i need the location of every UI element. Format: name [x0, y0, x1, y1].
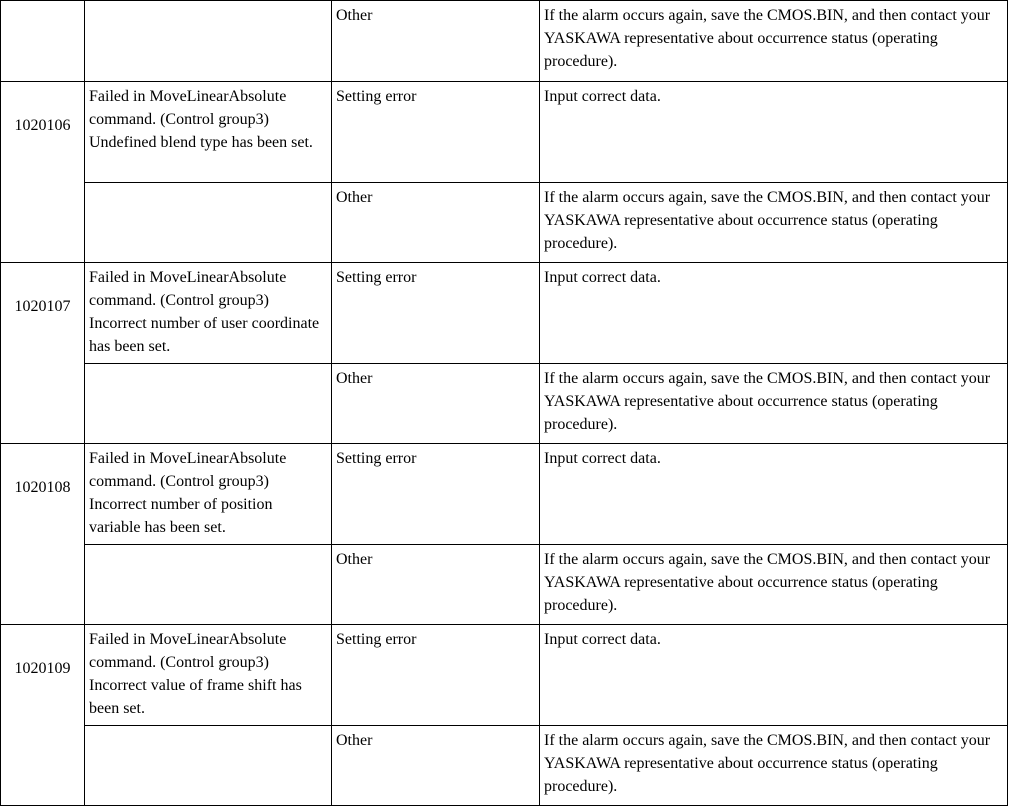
- cause-cell: [332, 364, 540, 444]
- remedy-cell: [540, 444, 1008, 545]
- alarm-code: 1020109: [14, 660, 71, 677]
- remedy-cell: [540, 545, 1008, 625]
- cause-cell: [332, 1, 540, 82]
- cause-text: Other: [336, 189, 373, 206]
- code-cell: [1, 1, 85, 82]
- cause-cell: [332, 82, 540, 183]
- description-cell: [85, 1, 332, 82]
- code-cell: [1, 263, 85, 444]
- cause-text: Other: [336, 732, 373, 749]
- table-row: [1, 625, 1008, 726]
- cause-text: Other: [336, 370, 373, 387]
- table-row: [1, 545, 1008, 625]
- alarm-description: Failed in MoveLinearAbsolute command. (Control group3) Undefined blend type has been set.: [89, 88, 313, 151]
- cause-text: Setting error: [336, 631, 417, 648]
- code-cell: [1, 82, 85, 263]
- remedy-text: Input correct data.: [544, 88, 661, 105]
- description-cell: [85, 625, 332, 726]
- table-row: [1, 726, 1008, 806]
- description-cell: [85, 82, 332, 183]
- remedy-text: Input correct data.: [544, 631, 661, 648]
- description-cell: [85, 183, 332, 263]
- cause-text: Setting error: [336, 269, 417, 286]
- remedy-cell: [540, 625, 1008, 726]
- remedy-text: If the alarm occurs again, save the CMOS.BIN, and then contact your YASKAWA representative about occurrence status (operating procedure).: [544, 551, 991, 614]
- remedy-text: If the alarm occurs again, save the CMOS.BIN, and then contact your YASKAWA representative about occurrence status (operating procedure).: [544, 370, 991, 433]
- remedy-text: Input correct data.: [544, 450, 661, 467]
- remedy-text: Input correct data.: [544, 269, 661, 286]
- alarm-description: Failed in MoveLinearAbsolute command. (Control group3) Incorrect number of user coordinate has been set.: [89, 269, 320, 355]
- description-cell: [85, 545, 332, 625]
- remedy-cell: [540, 183, 1008, 263]
- cause-cell: [332, 726, 540, 806]
- code-cell: [1, 444, 85, 625]
- cause-text: Other: [336, 7, 373, 24]
- remedy-text: If the alarm occurs again, save the CMOS.BIN, and then contact your YASKAWA representative about occurrence status (operating procedure).: [544, 7, 991, 70]
- code-cell: [1, 625, 85, 806]
- alarm-description: Failed in MoveLinearAbsolute command. (Control group3) Incorrect number of position variable has been set.: [89, 450, 287, 536]
- description-cell: [85, 444, 332, 545]
- remedy-cell: [540, 263, 1008, 364]
- remedy-text: If the alarm occurs again, save the CMOS.BIN, and then contact your YASKAWA representative about occurrence status (operating procedure).: [544, 189, 991, 252]
- table-row: [1, 364, 1008, 444]
- alarm-code: 1020107: [14, 298, 71, 315]
- cause-cell: [332, 625, 540, 726]
- table-row: [1, 183, 1008, 263]
- description-cell: [85, 364, 332, 444]
- cause-cell: [332, 444, 540, 545]
- alarm-description: Failed in MoveLinearAbsolute command. (Control group3) Incorrect value of frame shift has been set.: [89, 631, 302, 717]
- table-row: [1, 82, 1008, 183]
- remedy-cell: [540, 1, 1008, 82]
- remedy-cell: [540, 726, 1008, 806]
- cause-text: Other: [336, 551, 373, 568]
- cause-text: Setting error: [336, 88, 417, 105]
- cause-cell: [332, 183, 540, 263]
- description-cell: [85, 726, 332, 806]
- table-row: [1, 263, 1008, 364]
- cause-cell: [332, 263, 540, 364]
- table-row: [1, 1, 1008, 82]
- remedy-text: If the alarm occurs again, save the CMOS.BIN, and then contact your YASKAWA representative about occurrence status (operating procedure).: [544, 732, 991, 795]
- description-cell: [85, 263, 332, 364]
- table-row: [1, 444, 1008, 545]
- remedy-cell: [540, 82, 1008, 183]
- cause-text: Setting error: [336, 450, 417, 467]
- remedy-cell: [540, 364, 1008, 444]
- cause-cell: [332, 545, 540, 625]
- alarm-code: 1020108: [14, 479, 71, 496]
- alarm-code: 1020106: [14, 117, 71, 134]
